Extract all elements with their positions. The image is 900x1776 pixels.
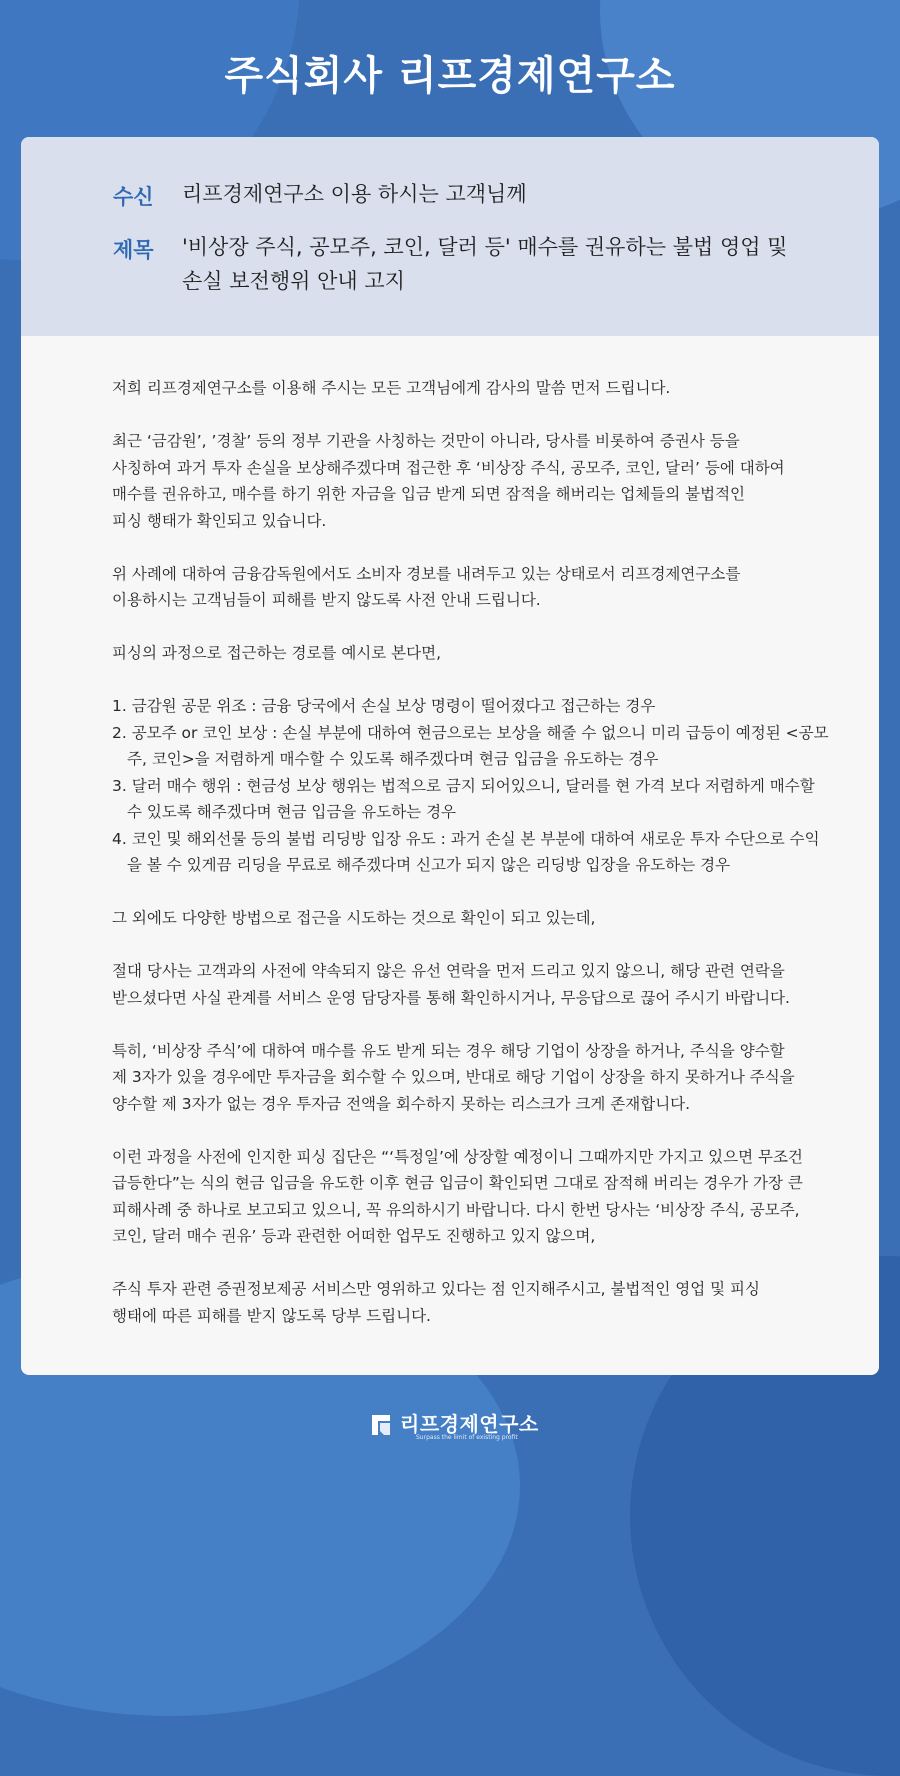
subject-label: 제목 [113,238,154,262]
paragraph-other-methods: 그 외에도 다양한 방법으로 접근을 시도하는 것으로 확인이 되고 있는데, [112,909,596,927]
paragraph-no-calls: 절대 당사는 고객과의 사전에 약속되지 않은 유선 연락을 먼저 드리고 있지 않으니, 해당 관련 연락을 받으셨다면 사실 관계를 서비스 운영 담당자를 통해 확인하시거나, 무응답으로 끊어 주시기 바랍니다. [112,962,790,1007]
logo-tagline: Surpass the limit of existing profit [416,1434,518,1441]
subject-value: '비상장 주식, 공모주, 코인, 달러 등' 매수를 권유하는 불법 영업 및 손실 보전행위 안내 고지 [182,235,788,293]
recipient-value: 리프경제연구소 이용 하시는 고객님께 [182,182,527,206]
paragraph-greeting: 저희 리프경제연구소를 이용해 주시는 모든 고객님에게 감사의 말씀 먼저 드립니다. [112,379,671,397]
logo-text: 리프경제연구소 [400,1412,539,1436]
notice-header [21,137,879,336]
recipient-label: 수신 [113,185,154,209]
footer-logo [368,1408,548,1448]
list-item: 3. 달러 매수 행위 : 현금성 보상 행위는 법적으로 금지 되어있으니, 달러를 현 가격 보다 저렴하게 매수할 수 있도록 해주겠다며 현금 입금을 유도하는 경우 [112,776,815,821]
notice-body [112,375,832,1356]
phishing-examples-list [112,693,832,879]
paragraph-background: 최근 ‘금감원’, ’경찰’ 등의 정부 기관을 사칭하는 것만이 아니라, 당사를 비롯하여 증권사 등을 사칭하여 과거 투자 손실을 보상해주겠다며 접근한 후 ‘비상장 주식, 공모주, 코인, 달러’ 등에 대하여 매수를 권유하고, 매수를 하기 위한 자금을 입금 받게 되면 잠적을 해버리는 업체들의 불법적인 피싱 행태가 확인되고 있습니다. [112,432,785,530]
paragraph-unlisted-risk: 특히, ‘비상장 주식’에 대하여 매수를 유도 받게 되는 경우 해당 기업이 상장을 하거나, 주식을 양수할 제 3자가 있을 경우에만 투자금을 회수할 수 있으며, 반대로 해당 기업이 상장을 하지 못하거나 주식을 양수할 제 3자가 없는 경우 투자금 전액을 회수하지 못하는 리스크가 크게 존재합니다. [112,1041,795,1113]
list-item: 1. 금감원 공문 위조 : 금융 당국에서 손실 보상 명령이 떨어졌다고 접근하는 경우 [112,697,656,715]
list-item: 4. 코인 및 해외선물 등의 불법 리딩방 입장 유도 : 과거 손실 본 부분에 대하여 새로운 투자 수단으로 수익을 볼 수 있게끔 리딩을 무료로 해주겠다며 신고가 되지 않은 리딩방 입장을 유도하는 경우 [112,829,820,874]
paragraph-examples-intro: 피싱의 과정으로 접근하는 경로를 예시로 본다면, [112,644,442,662]
list-item: 2. 공모주 or 코인 보상 : 손실 부분에 대하여 현금으로는 보상을 해줄 수 없으니 미리 급등이 예정된 <공모주, 코인>을 저렴하게 매수할 수 있도록 해주겠다며 현금 입금을 유도하는 경우 [112,723,829,768]
paragraph-purpose: 위 사례에 대하여 금융감독원에서도 소비자 경보를 내려두고 있는 상태로서 리프경제연구소를 이용하시는 고객님들이 피해를 받지 않도록 사전 안내 드립니다. [112,564,741,609]
paragraph-warning: 이런 과정을 사전에 인지한 피싱 집단은 “‘특정일’에 상장할 예정이니 그때까지만 가지고 있으면 무조건 급등한다”는 식의 현금 입금을 유도한 이후 현금 입금이 확인되면 그대로 잠적해 버리는 경우가 가장 큰 피해사례 중 하나로 보고되고 있으니, 꼭 유의하시기 바랍니다. 다시 한번 당사는 ‘비상장 주식, 공모주, 코인, 달러 매수 권유’ 등과 관련한 어떠한 업무도 진행하고 있지 않으며, [112,1147,803,1245]
page-title: 주식회사 리프경제연구소 [224,53,676,99]
notice-card [21,137,879,1375]
leaf-logo-icon [368,1411,394,1439]
paragraph-closing: 주식 투자 관련 증권정보제공 서비스만 영위하고 있다는 점 인지해주시고, 불법적인 영업 및 피싱 행태에 따른 피해를 받지 않도록 당부 드립니다. [112,1280,761,1325]
